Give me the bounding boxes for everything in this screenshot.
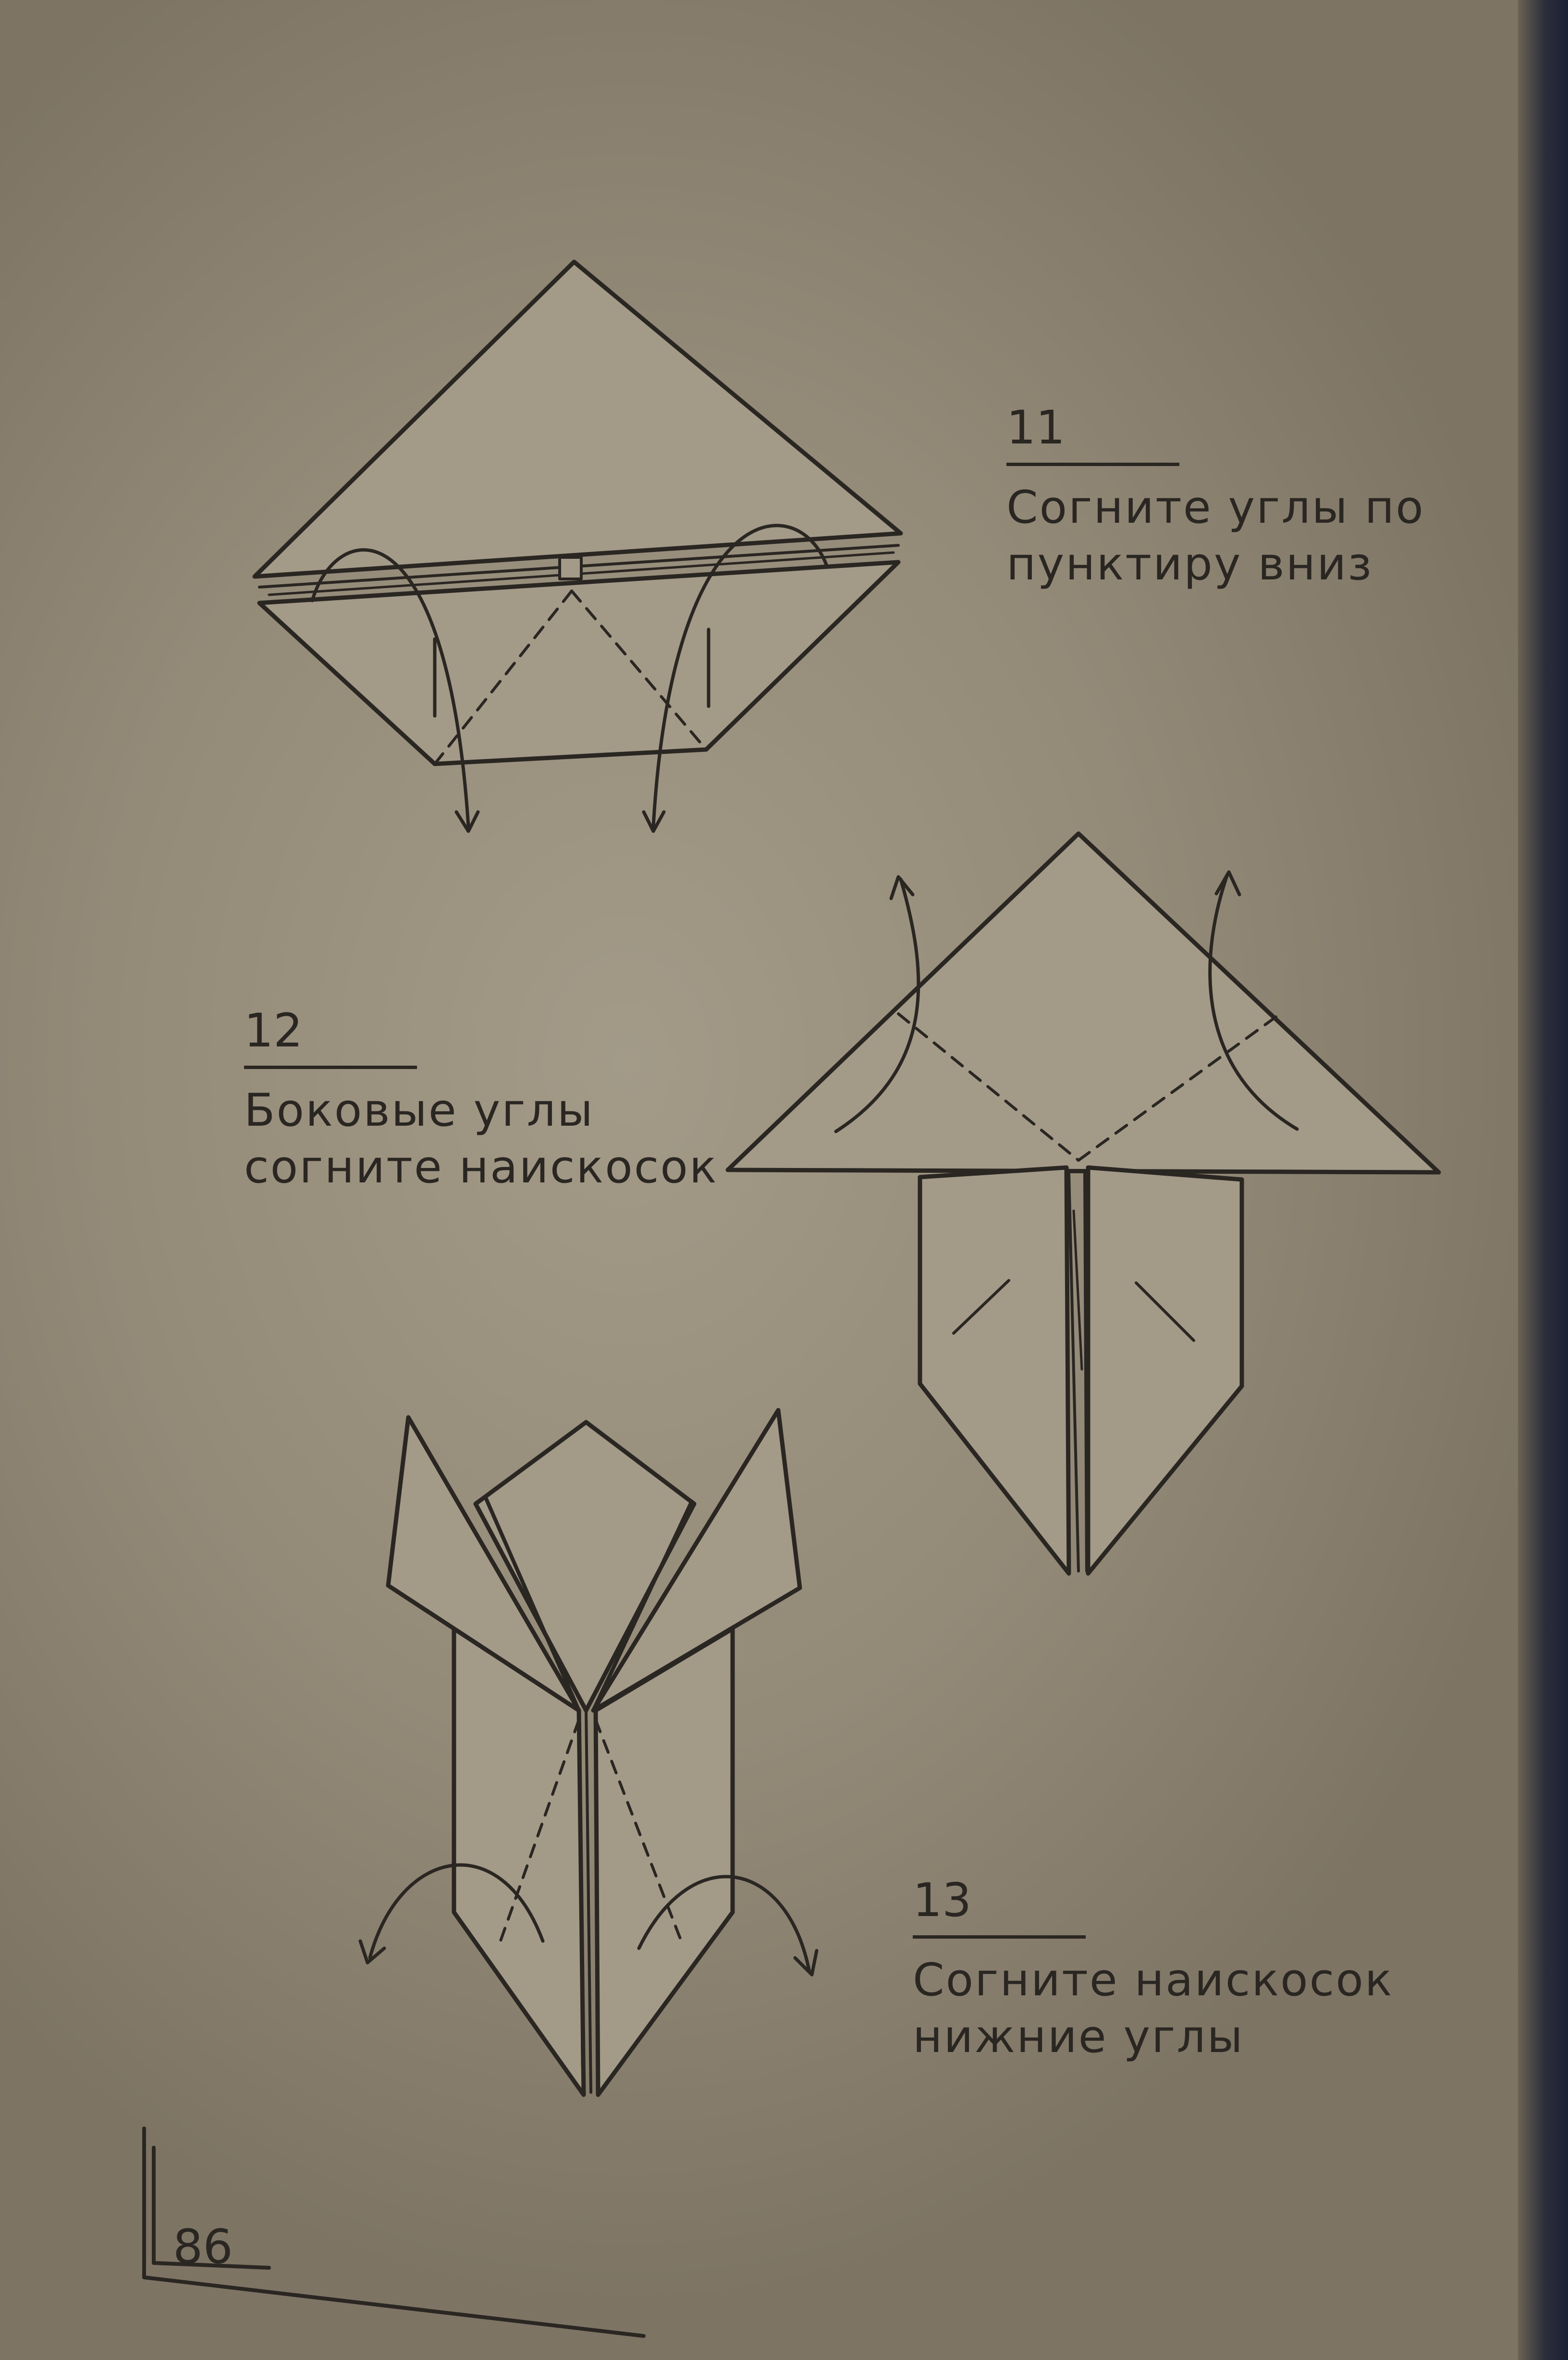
lower-trapezoid	[259, 562, 898, 764]
center-square	[560, 557, 581, 579]
step-caption-line: согните наискосок	[244, 1141, 718, 1193]
step-number: 11	[1006, 401, 1179, 466]
step-caption-line: Боковые углы	[244, 1084, 594, 1137]
step-caption-line: нижние углы	[913, 2011, 1244, 2063]
arrowhead-right	[1216, 872, 1239, 895]
step-13-instruction	[913, 1874, 1441, 2065]
step-caption-line: Согните углы по	[1006, 481, 1425, 534]
step-12-instruction	[244, 1004, 772, 1196]
body-left	[920, 1168, 1069, 1573]
page-number: 86	[173, 2220, 233, 2274]
diagram-step-12	[728, 834, 1439, 1573]
head-triangle	[728, 834, 1439, 1172]
body-right	[1088, 1168, 1242, 1573]
step-11-instruction	[1006, 401, 1496, 593]
step-number: 12	[244, 1004, 417, 1069]
step-caption-line: Согните наискосок	[913, 1954, 1394, 2006]
step-caption-line: пунктиру вниз	[1006, 538, 1373, 590]
upper-triangle	[255, 262, 901, 577]
diagram-step-11	[255, 262, 901, 831]
step-number: 13	[913, 1874, 1086, 1939]
diagram-step-13	[360, 1410, 817, 2095]
